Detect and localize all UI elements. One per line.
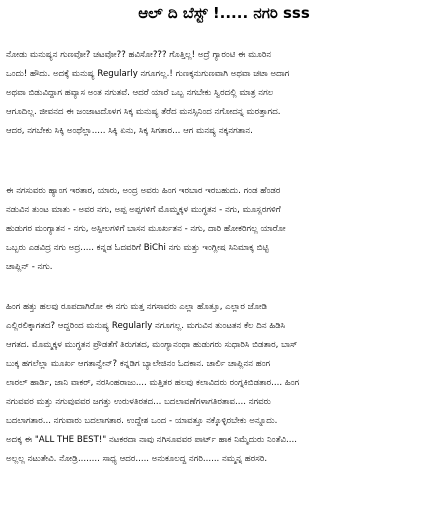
paragraph-line: ಒಬ್ಬರು ಎಡವಿದ್ರ ನಗು ಅದ್ರ..... ಕನ್ನಡ ಓದವರಿಗೆ BiChi ನಗು ಮತ್ತು ಇಂಗ್ಲೀಷ ಸಿನಿಮಾಕ್ಕ ಬಿಟ್ಟಿ (6, 243, 269, 253)
paragraph-line: ನಗುವವರ ಮತ್ತು ನಗುವುವವರ ಜಗತ್ತು ಉರುಳತಿರತದ... ಬದಲಾವಣೆಗಳಾಗತಿರತಾವ.... ನಗವರು (6, 397, 271, 407)
paragraph-line: ಹುಡುಗರ ಮಂಗ್ಯಾತನ - ನಗು, ಅಸ್ಪೀಲಗಳಿಗೆ ಬಾಸನ ಮೂರ್ಖತನ - ನಗು, ದಾರಿ ಹೋಕರಿಗಲ್ಲ ಯಾರೋ (6, 224, 286, 234)
paragraph-line: ಲಾರಲ್ ಹಾರ್ಡಿ, ಜಾನಿ ವಾಕರ್, ನರಸಿಂಹರಾಜು.... ಮತ್ತಿತರ ಹಲವು ಕಲಾವಿದರು ರಂಗ್ನಕಿಬಿಡತಾರ.... ಹಿಂಗ (6, 378, 300, 388)
paragraph-line (6, 469, 442, 488)
paragraph-line: ಆಗತದ. ಮೊಮ್ಮಕ್ಕಳ ಮುಗ್ಧತನ ಪ್ರೌಡತೆಗೆ ತಿರುಗತದ, ಮಂಗ್ಯಾನಂಥಾ ಹುಡುಗರು ಸುಧಾರಿಸಿ ಬಿಡತಾರ, ಬಾಸ್ (6, 340, 298, 350)
paragraph-line: ಅಲ್ಲಲ್ಲ ನಟುತೇವಿ. ನೋಡ್ರಿ........ ಸಾಧ್ಯ ಆದರ..... ಅನುಕೂಲದ್ದ ನಗರಿ...... ನಮ್ಮನ್ನ ಹರಸರಿ. (6, 454, 268, 464)
paragraph-line: ಚಾಪ್ಲಿನ್ - ನಗು. (6, 262, 53, 272)
paragraph-line: ಒಂದು! ಹೌದು. ಅದಕ್ಕೆ ಮನುಷ್ಯ Regularly ನಗೂಗಲ್ಲ.! ಗುಣಕ್ಕನುಗುಣವಾಗಿ ಅಥವಾ ಚಟಾ ಅದಾಗ (6, 69, 290, 79)
paragraph-line: ಆಗೂದಿಲ್ಲ. ಜೀವನದ ಈ ಜಂಜಾಟದೊಳಗ ಸಿಕ್ಕ ಮನುಷ್ಯ ತೆರೆದ ಮನಸ್ಸಿನಿಂದ ನಗೋದನ್ನ ಮರತ್ತಾಗದ. (6, 107, 281, 117)
paragraph-line: ಎಲ್ಲಿರಲಿಕ್ಕಾಗತದ? ಆದ್ದರಿಂದ ಮನುಷ್ಯ Regularly ನಗೂಗಲ್ಲ. ಮಗುವಿನ ತುಂಟತನ ಕೆಲ ದಿನ ಹಿಡಿಸಿ (6, 321, 286, 331)
paragraph-line: ಅದಕ್ಕ ಈ "ALL THE BEST!" ನಟಕರದಾ ನಾವು ನಗಿಸೂವವರ ಪಾರ್ಟ್ ಹಾಕ ನಿಮ್ಮೆದುರು ನಿಂತೆವಿ.... (6, 435, 297, 445)
paragraph-2 (6, 182, 442, 277)
paragraph-line: ಹಿಂಗ ಹತ್ತು ಹಲವು ರೂಪದಾಗಿರೋ ಈ ನಗು ಮತ್ತ ನಗಸಾವರು ಎಲ್ಲಾ ಹೊತ್ತೂ, ಎಲ್ಲಾರ ಜೋಡಿ (6, 302, 268, 312)
paragraph-line: ಈ ನಗಸುವರು ಹ್ಯಾಂಗ ಇರತಾರ, ಯಾರು, ಅಂದ್ರ ಅವರು ಹಿಂಗ ಇರಬಾರ ಇರಬಹುದು. ಗಂಡ ಹೆಂಡರ (6, 186, 281, 196)
paragraph-3 (6, 298, 442, 488)
paragraph-line: ನೋಡು ಮನುಷ್ಯನ ಗುಣವೋ? ಚಟವೋ?? ಹವಿಸೋ??? ಗೊತ್ತಿಲ್ಲ! ಅದ್ರೆ ಗ್ಯಾರಂಟಿ ಈ ಮೂರಿನ (6, 50, 272, 60)
paragraph-line: ನಡುವಿನ ತುಂಟ ಮಾತು - ಅವರ ನಗು, ಅಪ್ಪ ಅಪ್ಪಗಳಿಗೆ ಮೊಮ್ಮಕ್ಕಳ ಮುಗ್ಧತನ - ನಗು, ಮೂಸ್ಲರಗಳಿಗೆ (6, 205, 281, 215)
paragraph-line: ಅಥವಾ ಬಿಡುವಿದ್ದಾಗ ಹವ್ಯಾಸ ಅಂತ ನಗುತವೆ. ಆದರೆ ಯಾರೆ ಒಬ್ಬ ನಗಬೇಕು ಸ್ವಿರದಲ್ಲಿ ಮಾತ್ರ ನಗಲ (6, 88, 274, 98)
paragraph-line: ಬುಕ್ಕ ಹಗಲೆಲ್ಲಾ ಮೂರ್ಖ ಆಗತಾನ್ವೇನ್? ಕನ್ನಡಿಗ ಬ್ಯಾಲೇಜಿನಂ ಓದಕಾನ. ಚಾರ್ಲಿ ಚಾಪ್ಲಿನನ ಹಂಗ (6, 359, 271, 369)
document-title: ಆಲ್ ದಿ ಬೆಸ್ಟ್ !..... ನಗರಿ sss (138, 4, 310, 22)
paragraph-line: ಆದರ, ನಗಬೇಕು ಸಿಕ್ಕಿ ಅಂಥೆಲ್ಲಾ..... ಸಿಕ್ಕಿ ಏನು, ಸಿಕ್ಕ ಸಿಗತಾರ... ಆಗ ಮನಷ್ಯ ನಕ್ಕನಗತಾನ. (6, 126, 253, 136)
paragraph-1 (6, 46, 442, 141)
paragraph-line: ಬದಲಾಗತಾರ... ನಗುವಾರು ಬದಲಾಗತಾರ. ಉದ್ದೇಶ ಒಂದ - ಯಾವತ್ತೂ ನಕ್ಕೊಳ್ಳಿರಬೇಕು ಅನ್ನೂದು. (6, 416, 278, 426)
